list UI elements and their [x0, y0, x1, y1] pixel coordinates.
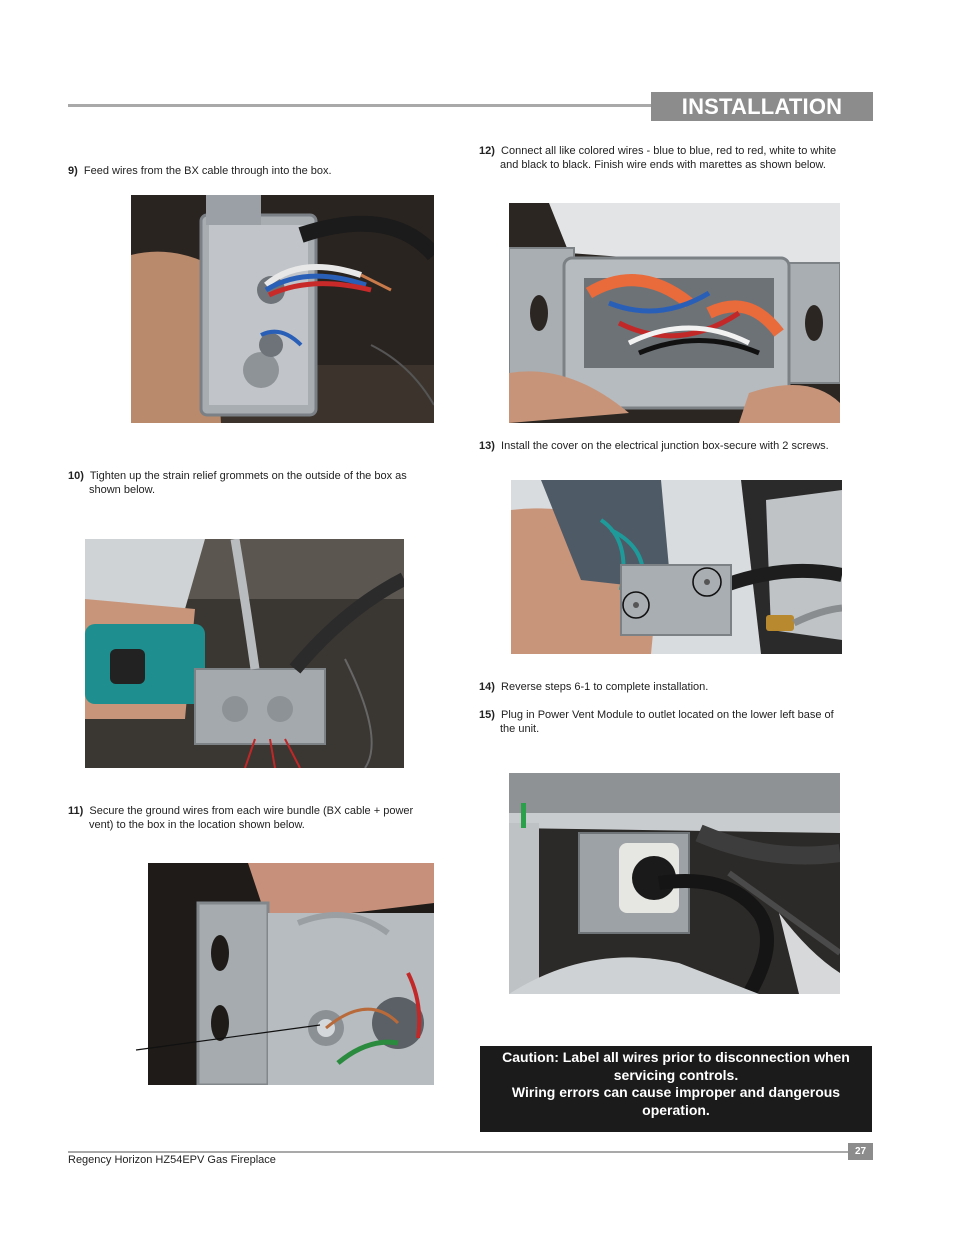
step-text: Install the cover on the electrical junction box-secure with 2 screws. — [501, 440, 829, 452]
caution-line2: servicing controls. — [613, 1066, 739, 1083]
step-number: 10) — [68, 470, 84, 482]
step-13 — [479, 439, 829, 453]
step-15 — [479, 708, 834, 736]
step-number: 14) — [479, 681, 495, 693]
step-text-line2: the unit. — [500, 723, 540, 735]
photo-power-vent-outlet — [509, 773, 840, 994]
step-14 — [479, 680, 708, 694]
step-number: 15) — [479, 709, 495, 721]
step-number: 9) — [68, 165, 78, 177]
step-10 — [68, 469, 407, 497]
page-number: 27 — [848, 1143, 873, 1160]
caution-line4: operation. — [642, 1101, 710, 1118]
step-number: 11) — [68, 805, 84, 817]
step-text-line2: and black to black. Finish wire ends with marettes as shown below. — [500, 159, 826, 171]
footer-rule — [68, 1151, 848, 1153]
step-text: Feed wires from the BX cable through into the box. — [83, 165, 332, 177]
photo-connect-wires — [509, 203, 840, 423]
step-12 — [479, 144, 836, 172]
caution-line1: Caution: Label all wires prior to disconnection when — [502, 1049, 850, 1065]
caution-line3: Wiring errors can cause improper and dangerous — [511, 1084, 841, 1100]
step-11 — [68, 804, 413, 832]
footer-product-name: Regency Horizon HZ54EPV Gas Fireplace — [68, 1154, 276, 1166]
step-text-line2: shown below. — [89, 484, 156, 496]
step-text: Reverse steps 6-1 to complete installation. — [501, 681, 709, 693]
step-text-line1: Plug in Power Vent Module to outlet located on the lower left base of — [501, 709, 834, 721]
photo-install-cover — [511, 480, 842, 654]
caution-box — [480, 1046, 872, 1132]
section-title: INSTALLATION — [651, 92, 873, 121]
step-number: 13) — [479, 440, 495, 452]
step-text-line1: Secure the ground wires from each wire bundle (BX cable + power — [89, 805, 414, 817]
photo-tighten-grommets — [85, 539, 404, 768]
header-rule — [68, 104, 652, 107]
photo-ground-wires — [148, 863, 434, 1085]
step-text-line1: Tighten up the strain relief grommets on the outside of the box as — [89, 470, 407, 482]
step-text-line2: vent) to the box in the location shown below. — [89, 819, 305, 831]
photo-wires-into-box — [131, 195, 434, 423]
step-9 — [68, 164, 332, 178]
step-number: 12) — [479, 145, 495, 157]
step-text-line1: Connect all like colored wires - blue to blue, red to red, white to white — [501, 145, 837, 157]
